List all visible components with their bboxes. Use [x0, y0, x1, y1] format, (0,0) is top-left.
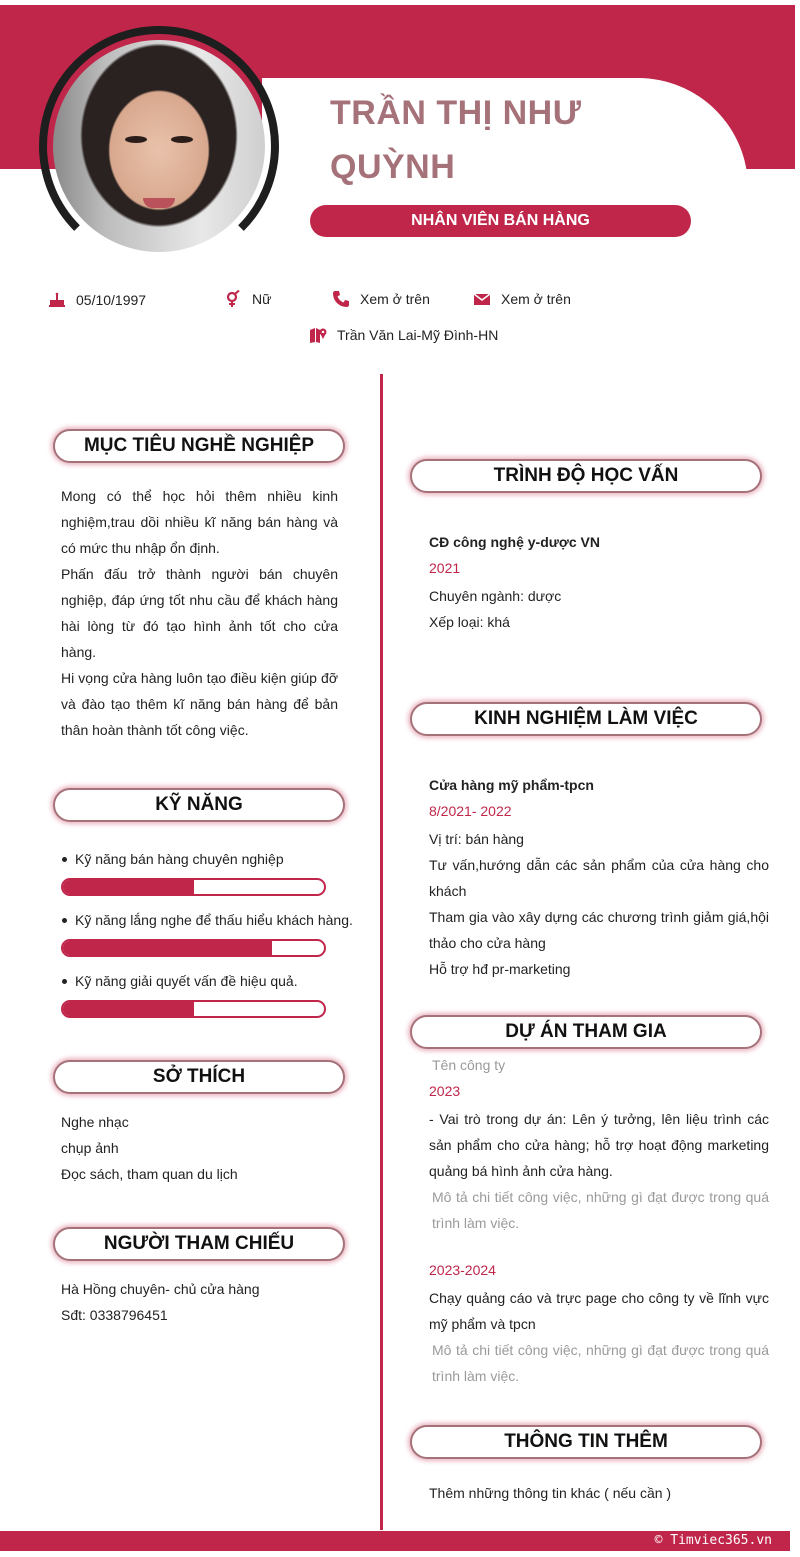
phone-value: Xem ở trên — [360, 291, 430, 307]
skill-bar — [61, 878, 326, 896]
skill-label: Kỹ năng bán hàng chuyên nghiệp — [75, 851, 284, 867]
education-year: 2021 — [429, 560, 461, 576]
project-year: 2023 — [429, 1083, 461, 1099]
experience-line: Vị trí: bán hàng — [429, 831, 524, 847]
map-marker-icon — [309, 326, 327, 344]
project-desc: Chạy quảng cáo và trực page cho công ty về lĩnh vực mỹ phẩm và tpcn — [429, 1290, 769, 1332]
section-title-extra: THÔNG TIN THÊM — [410, 1425, 762, 1459]
hobby-item: chụp ảnh — [61, 1140, 119, 1156]
bullet-icon — [62, 918, 67, 923]
section-title-skills: KỸ NĂNG — [53, 788, 345, 822]
contact-address — [309, 325, 498, 345]
contact-birthday — [48, 290, 146, 310]
education-block — [429, 529, 769, 635]
gender-icon — [224, 290, 242, 308]
section-title-hobbies: SỞ THÍCH — [53, 1060, 345, 1094]
bullet-icon — [62, 857, 67, 862]
candidate-name: TRẦN THỊ NHƯ QUỲNH — [330, 94, 582, 186]
contact-email — [473, 289, 571, 309]
references-list — [61, 1276, 338, 1328]
section-title-education: TRÌNH ĐỘ HỌC VẤN — [410, 459, 762, 493]
skill-bar — [61, 1000, 326, 1018]
section-title-references: NGƯỜI THAM CHIẾU — [53, 1227, 345, 1261]
objective-text — [61, 483, 338, 743]
bullet-icon — [62, 979, 67, 984]
hobbies-list — [61, 1109, 338, 1187]
avatar-mouth — [143, 198, 175, 208]
watermark: © Timviec365.vn — [654, 1533, 772, 1548]
experience-company: Cửa hàng mỹ phẩm-tpcn — [429, 777, 594, 793]
phone-icon — [332, 290, 350, 308]
contact-phone — [332, 289, 430, 309]
skill-item — [62, 912, 353, 928]
objective-paragraph: Phấn đấu trở thành người bán chuyên nghiệp, đáp ứng tốt nhu cầu để khách hàng hài lòng từ đó tạo hình ảnh tốt cho cửa hàng. — [61, 566, 338, 660]
address-value: Trần Văn Lai-Mỹ Đình-HN — [337, 327, 499, 343]
skill-bar-fill — [63, 1002, 194, 1016]
experience-line: Tham gia vào xây dựng các chương trình giảm giá,hội thảo cho cửa hàng — [429, 909, 769, 951]
project-year: 2023-2024 — [429, 1262, 496, 1278]
job-title: NHÂN VIÊN BÁN HÀNG — [310, 205, 691, 237]
experience-block — [429, 772, 769, 982]
email-value: Xem ở trên — [501, 291, 571, 307]
project-placeholder: Mô tả chi tiết công việc, những gì đạt được trong quá trình làm việc. — [432, 1189, 769, 1231]
section-title-projects: DỰ ÁN THAM GIA — [410, 1015, 762, 1049]
skill-label: Kỹ năng lắng nghe để thấu hiểu khách hàng. — [75, 912, 353, 928]
birthday-value: 05/10/1997 — [76, 292, 147, 308]
projects-block — [429, 1052, 769, 1389]
project-placeholder: Mô tả chi tiết công việc, những gì đạt được trong quá trình làm việc. — [432, 1342, 769, 1384]
contact-gender — [224, 289, 271, 309]
skill-bar-fill — [63, 880, 194, 894]
skill-item — [62, 851, 284, 867]
extra-text: Thêm những thông tin khác ( nếu cần ) — [429, 1485, 672, 1501]
experience-period: 8/2021- 2022 — [429, 803, 512, 819]
objective-paragraph: Hi vọng cửa hàng luôn tạo điều kiện giúp đỡ và đào tạo thêm kĩ năng bán hàng để bản thân hoàn thành tốt công việc. — [61, 670, 338, 738]
gender-value: Nữ — [252, 291, 272, 307]
project-company-placeholder: Tên công ty — [432, 1057, 506, 1073]
objective-paragraph: Mong có thể học hỏi thêm nhiều kinh nghiệm,trau dồi nhiều kĩ năng bán hàng và có mức thu nhập ổn định. — [61, 488, 338, 556]
mail-icon — [473, 290, 491, 308]
experience-line: Hỗ trợ hđ pr-marketing — [429, 961, 571, 977]
project-desc: - Vai trò trong dự án: Lên ý tưởng, lên liệu trình các sản phẩm cho cửa hàng; hỗ trợ hoạt động marketing quảng bá hình ảnh cửa hàng. — [429, 1111, 769, 1179]
hobby-item: Nghe nhạc — [61, 1114, 129, 1130]
cake-icon — [48, 291, 66, 309]
skill-label: Kỹ năng giải quyết vấn đề hiệu quả. — [75, 973, 298, 989]
avatar-eye — [171, 136, 193, 143]
skill-item — [62, 973, 298, 989]
reference-item: Hà Hồng chuyên- chủ cửa hàng — [61, 1281, 260, 1297]
education-grade: Xếp loại: khá — [429, 614, 510, 630]
education-school: CĐ công nghệ y-dược VN — [429, 534, 600, 550]
education-major: Chuyên ngành: dược — [429, 588, 562, 604]
avatar — [53, 40, 265, 252]
skill-bar — [61, 939, 326, 957]
experience-line: Tư vấn,hướng dẫn các sản phẩm của cửa hàng cho khách — [429, 857, 769, 899]
column-divider — [380, 374, 383, 1530]
hobby-item: Đọc sách, tham quan du lịch — [61, 1166, 238, 1182]
section-title-objective: MỤC TIÊU NGHỀ NGHIỆP — [53, 429, 345, 463]
skill-bar-fill — [63, 941, 272, 955]
section-title-experience: KINH NGHIỆM LÀM VIỆC — [410, 702, 762, 736]
reference-item: Sđt: 0338796451 — [61, 1307, 168, 1323]
avatar-eye — [125, 136, 147, 143]
